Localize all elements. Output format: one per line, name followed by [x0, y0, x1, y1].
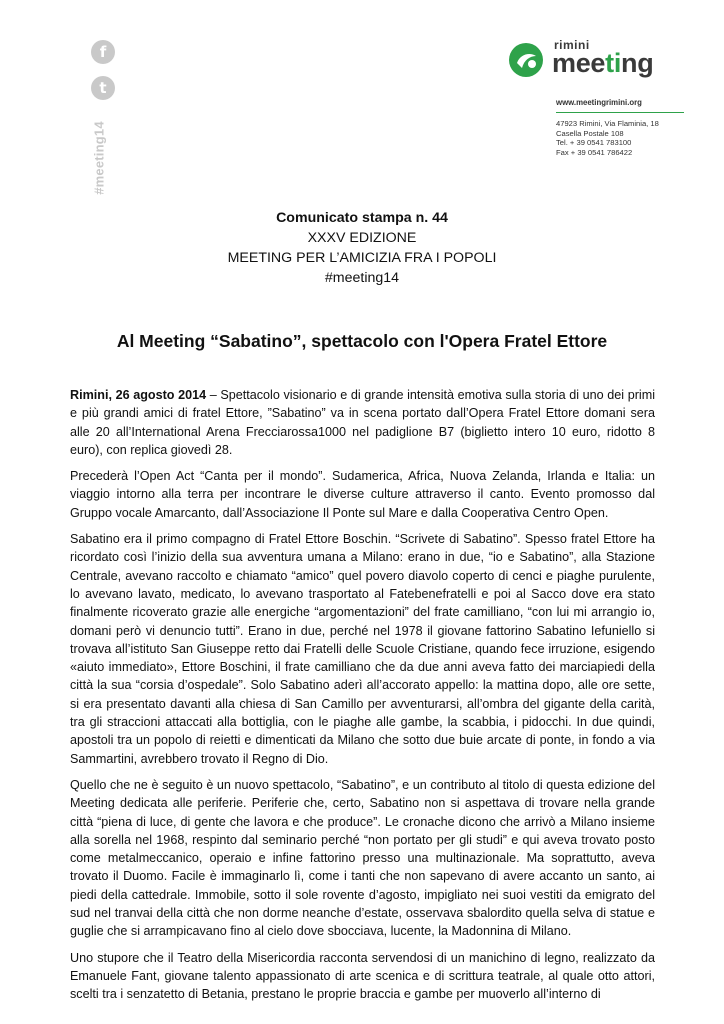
logo-rimini: rimini	[554, 38, 590, 52]
event-name: MEETING PER L’AMICIZIA FRA I POPOLI	[227, 250, 497, 266]
fax: Fax + 39 0541 786422	[556, 147, 633, 157]
release-header	[200, 208, 524, 288]
hashtag-vertical-text: #meeting14	[91, 121, 107, 195]
paragraph-5: Uno stupore che il Teatro della Misericordia racconta servendosi di un manichino di legno, realizzato da Emanuele Fant, giovane talento appassionato di arte scenica e di scrittura teatrale, al quale otto attori, scelti tra i senzatetto di Betania, prestano le proprie braccia e gambe per muoverlo all’interno di	[70, 950, 655, 1002]
paragraph-3: Sabatino era il primo compagno di Fratel Ettore Boschin. “Scrivete di Sabatino”. Spesso fratel Ettore ha ricordato così l’inizio della sua avventura umana a Milano: erano in due, “io e Sabatino”, alla Stazione Centrale, avevano raccolto e chiamato “amico” quel povero diavolo coperto di cenci e piaghe purulente, lo avevano lavato, medicato, lo avevano trasportato al Fatebenefratelli e poi al Sacco dove era stato finalmente ricoverato grazie alle energiche “argomentazioni” del frate camilliano, “con lui mi arrangio io, domani però vi denuncio tutti”. Erano in due, perché nel 1978 il giovane fattorino Sabatino Iefuniello si trovava all’istituto San Giuseppe retto dai Fratelli delle Scuole Cristiane, quando fece irruzione, esigendo «aiuto immediato», Ettore Boschini, il frate camilliano che da due anni aveva fatto dei marciapiedi della città la sua “corsia d’ospedale”. Solo Sabatino aderì all’accorato appello: la mattina dopo, alle ore sette, si era presentato davanti alla chiesa di San Camillo per avventurarsi, all’ombra del gigante della carità, tra gli straccioni attaccati alla bottiglia, con le piaghe alle gambe, la scabbia, i pidocchi. In due quindi, apostoli tra un popolo di reietti e dimenticati da Milano che sotto due buie arcate di ponte, in fondo a via Sammartini, avrebbero trovato il Regno di Dio.	[70, 532, 655, 766]
meeting-logo	[508, 38, 688, 80]
release-number: Comunicato stampa n. 44	[276, 210, 448, 226]
telephone: Tel. + 39 0541 783100	[556, 138, 632, 148]
headline: Al Meeting “Sabatino”, spettacolo con l'Opera Fratel Ettore	[116, 331, 608, 351]
twitter-icon[interactable]: t	[91, 76, 115, 100]
website-link[interactable]: www.meetingrimini.org	[556, 98, 642, 107]
paragraph-1: Rimini, 26 agosto 2014 – Spettacolo visionario e di grande intensità emotiva sulla storia di uno dei primi e più grandi amici di fratel Ettore, ”Sabatino” va in scena portato dall’Opera Fratel Ettore domani sera alle 20 all’International Arena Frecciarossa1000 nel padiglione B7 (biglietto intero 10 euro, ridotto 8 euro), con replica giovedì 28.	[70, 388, 655, 457]
meeting-logo-mark-icon	[508, 42, 544, 78]
edition: XXXV EDIZIONE	[307, 230, 417, 246]
social-strip	[88, 40, 118, 112]
hashtag-vertical	[86, 118, 112, 198]
contact-block	[556, 98, 686, 157]
logo-meeting: meeting	[552, 48, 654, 78]
dateline: Rimini, 26 agosto 2014	[70, 388, 207, 402]
article-body	[70, 386, 655, 1012]
paragraph-2: Precederà l’Open Act “Canta per il mondo”. Sudamerica, Africa, Nuova Zelanda, Irlanda e Italia: un viaggio intorno alla terra per incontrare le diverse culture attraverso il canto. Evento promosso dal Gruppo vocale Amarcanto, dall’Associazione Il Ponte sul Mare e dalla Cooperativa Centro Open.	[70, 469, 655, 520]
address: 47923 Rimini, Via Flaminia, 18	[556, 119, 659, 129]
release-hashtag: #meeting14	[324, 270, 400, 286]
facebook-icon[interactable]: f	[91, 40, 115, 64]
contact-divider	[556, 112, 684, 113]
po-box: Casella Postale 108	[556, 128, 624, 138]
paragraph-4: Quello che ne è seguito è un nuovo spettacolo, “Sabatino”, e un contributo al titolo di questa edizione del Meeting dedicata alle periferie. Periferie che, certo, Sabatino non si aspettava di trovare nella grande città “piena di luce, di gente che lavora e che produce”. Le cronache dicono che arrivò a Milano insieme alla sorella nel 1968, respinto dal seminario perché “non portato per gli studi” e qui aveva trovato posto come metalmeccanico, operaio e infine fattorino presso una multinazionale. Ma soprattutto, aveva trovato il Duomo. Facile è immaginarlo lì, come i tanti che non sapevano di avere accanto un santo, ai piedi della cattedrale. Immobile, sotto il sole rovente d’agosto, impigliato nei suoi vestiti da emigrato del sud nel tranvai della città che non dorme neanche d’estate, osservava sbalordito quella selva di statue e guglie che si arrampicavano fino al cielo dove sbocciava, lucente, la Madonnina di Milano.	[70, 777, 655, 939]
